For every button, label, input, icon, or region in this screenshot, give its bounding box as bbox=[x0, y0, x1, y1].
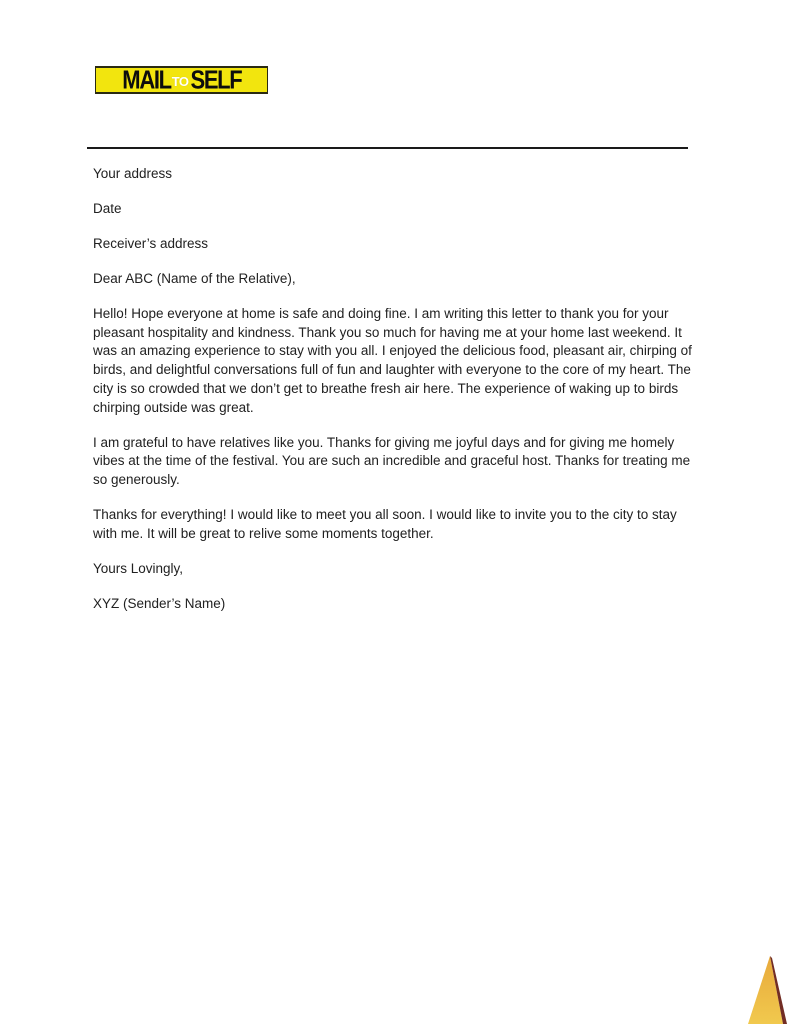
mail-to-self-logo[interactable] bbox=[95, 66, 268, 94]
receiver-address-line: Receiver’s address bbox=[93, 236, 209, 251]
signature-line: XYZ (Sender’s Name) bbox=[93, 595, 226, 611]
header-divider-line bbox=[87, 147, 688, 149]
letter-paragraph: Thanks for everything! I would like to meet you all soon. I would like to invite you to the city to stay with me. It will be great to relive some moments together. bbox=[93, 506, 677, 541]
letter-paragraph: Hello! Hope everyone at home is safe and doing fine. I am writing this letter to thank you for your pleasant hospitality and kindness. Thank you so much for having me at your home last weekend. It was an amazing experience to stay with you all. I enjoyed the delicious food, pleasant air, chirping of birds, and delightful conversations full of fun and laughter with everyone to the core of my heart. The city is so crowded that we don’t get to breathe fresh air here. The experience of waking up to birds chirping outside was great. bbox=[93, 306, 692, 415]
logo-word-to: TO bbox=[171, 73, 189, 89]
logo-word-mail: MAIL bbox=[121, 64, 171, 95]
closing-line: Yours Lovingly, bbox=[93, 560, 184, 576]
salutation-line: Dear ABC (Name of the Relative), bbox=[93, 271, 296, 286]
sender-address-line: Your address bbox=[93, 166, 173, 181]
logo-word-self: SELF bbox=[189, 64, 241, 95]
letter-paragraph: I am grateful to have relatives like you. Thanks for giving me joyful days and for giving me homely vibes at the time of the festival. You are such an incredible and graceful host. Thanks for treating me so generously. bbox=[93, 434, 691, 487]
date-line: Date bbox=[93, 201, 122, 216]
letter-body bbox=[93, 165, 701, 630]
corner-ribbon-decoration bbox=[745, 954, 791, 1024]
